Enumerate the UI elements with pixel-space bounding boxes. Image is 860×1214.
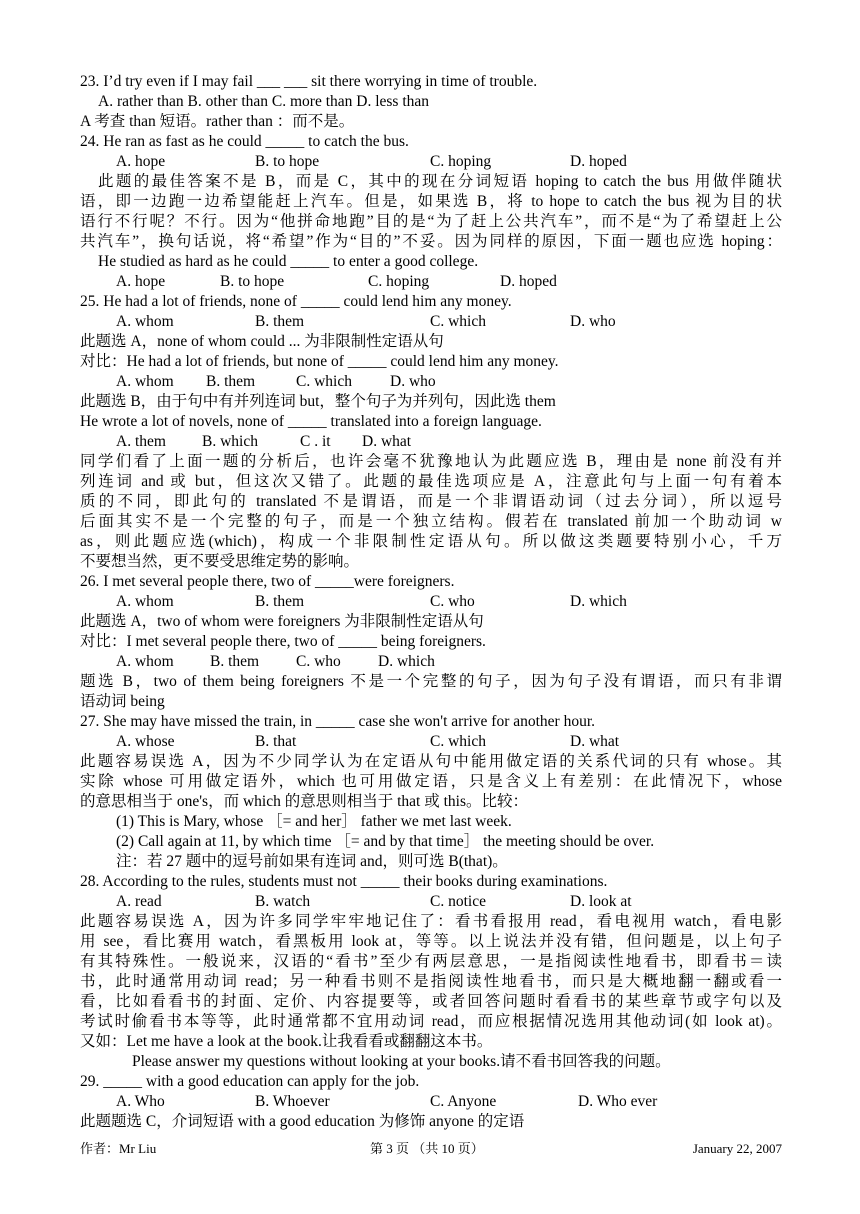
comparison-sentence: 对比：I met several people there, two of _____ being foreigners. (80, 633, 486, 650)
option-c: C. which (430, 733, 486, 750)
explanation-line: 列连词 and 或 but，但这次又错了。此题的最佳选项应是 A，注意此句与上面一句有着本 (80, 473, 782, 490)
option-c: C . it (300, 433, 331, 450)
explanation-line: 用 see，看比赛用 watch，看黑板用 look at，等等。以上说法并没有错，但问题是，以上句子 (80, 933, 782, 950)
option-a: A. hope (116, 153, 166, 170)
option-c: C. hoping (430, 153, 492, 170)
option-d: D. hoped (570, 153, 627, 170)
question-25-options (80, 312, 782, 332)
explanation-line: 同学们看了上面一题的分析后，也许会毫不犹豫地认为此题应选 B，理由是 none 前没有并 (80, 453, 782, 470)
explanation-line: 此题选 B，由于句中有并列连词 but，整个句子为并列句，因此选 them (80, 393, 556, 410)
question-26-options (80, 592, 782, 612)
page-body (80, 72, 782, 1132)
explanation-line: 此题题选 C，介词短语 with a good education 为修饰 anyone 的定语 (80, 1113, 525, 1130)
explanation-line: 语动词 being (80, 693, 165, 710)
example-sentence: 又如：Let me have a look at the book.让我看看或翻翻这本书。 (80, 1033, 493, 1050)
option-b: B. them (255, 313, 305, 330)
option-d: D. which (570, 593, 627, 610)
question-27-options (80, 732, 782, 752)
option-b: B. them (210, 653, 260, 670)
option-d: D. who (390, 373, 436, 390)
option-b: B. to hope (255, 153, 320, 170)
explanation-line: 看，比如看看书的封面、定价、内容提要等，或者回答问题时看看书的某些章节或字句以及 (80, 993, 782, 1010)
option-b: B. which (202, 433, 258, 450)
example-sentence: He studied as hard as he could _____ to enter a good college. (98, 253, 479, 270)
note-line: 注：若 27 题中的逗号前如果有连词 and，则可选 B(that)。 (116, 853, 508, 870)
question-26: 26. I met several people there, two of _____were foreigners. (80, 573, 455, 590)
example-sentence: He wrote a lot of novels, none of _____ translated into a foreign language. (80, 413, 542, 430)
comparison-options (80, 652, 782, 672)
explanation-line: 实除 whose 可用做定语外，which 也可用做定语，只是含义上有差别：在此情况下，whose (80, 773, 782, 790)
question-25: 25. He had a lot of friends, none of _____ could lend him any money. (80, 293, 512, 310)
question-23-options: A. rather than B. other than C. more than D. less than (98, 93, 430, 110)
question-27: 27. She may have missed the train, in _____ case she won't arrive for another hour. (80, 713, 596, 730)
option-d: D. what (570, 733, 620, 750)
explanation-line: 语，即一边跑一边希望能赶上汽车。但是，如果选 B，将 to hope to catch the bus 视为目的状 (80, 193, 782, 210)
option-b: B. watch (255, 893, 311, 910)
example-sentence: (2) Call again at 11, by which time ［= and by that time］ the meeting should be over. (116, 833, 655, 850)
option-b: B. to hope (220, 273, 285, 290)
explanation-line: 此题选 A，none of whom could ... 为非限制性定语从句 (80, 333, 444, 350)
question-28: 28. According to the rules, students must not _____ their books during examinations. (80, 873, 608, 890)
question-24-options (80, 152, 782, 172)
explanation-line: 考试时偷看书本等等，此时通常都不宜用动词 read，而应根据情况选用其他动词(如 look at)。 (80, 1013, 782, 1030)
explanation-line: 不要想当然，更不要受思维定势的影响。 (80, 553, 360, 570)
explanation-line: 有其特殊性。一般说来，汉语的“看书”至少有两层意思，一是指阅读性地看书，即看书＝读 (80, 953, 782, 970)
option-d: D. who (570, 313, 616, 330)
page-footer (80, 1139, 782, 1159)
option-c: C. who (430, 593, 475, 610)
footer-author: 作者：Mr Liu (80, 1141, 157, 1156)
option-a: A. whom (116, 593, 174, 610)
explanation-line: 书，此时通常用动词 read；另一种看书则不是指阅读性地看书，而只是大概地翻一翻或看一 (80, 973, 782, 990)
question-29: 29. _____ with a good education can apply for the job. (80, 1073, 420, 1090)
question-23: 23. I’d try even if I may fail ___ ___ sit there worrying in time of trouble. (80, 73, 538, 90)
option-a: A. Who (116, 1093, 165, 1110)
option-c: C. who (296, 653, 341, 670)
explanation-line: 的意思相当于 one's，而 which 的意思则相当于 that 或 this。比较： (80, 793, 528, 810)
explanation-line: 质的不同，即此句的 translated 不是谓语，而是一个非谓语动词（过去分词），所以逗号 (80, 493, 782, 510)
question-29-options (80, 1092, 782, 1112)
question-28-options (80, 892, 782, 912)
explanation-line: 共汽车”，换句话说，将“希望”作为“目的”不妥。因为同样的原因，下面一题也应选 hoping： (80, 233, 782, 250)
explanation-line: 此题的最佳答案不是 B，而是 C，其中的现在分词短语 hoping to catch the bus 用做伴随状 (98, 173, 782, 190)
option-a: A. whom (116, 313, 174, 330)
option-a: A. them (116, 433, 166, 450)
comparison-sentence: 对比：He had a lot of friends, but none of _____ could lend him any money. (80, 353, 559, 370)
explanation-line: 后面其实不是一个完整的句子，而是一个独立结构。假若在 translated 前加一个助动词 w (80, 513, 782, 530)
explanation-line: 此题容易误选 A，因为不少同学认为在定语从句中能用做定语的关系代词的只有 whose。其 (80, 753, 782, 770)
question-24: 24. He ran as fast as he could _____ to catch the bus. (80, 133, 409, 150)
explanation-line: 此题容易误选 A，因为许多同学牢牢地记住了：看书看报用 read，看电视用 watch，看电影 (80, 913, 782, 930)
example-options (80, 272, 782, 292)
option-c: C. which (430, 313, 486, 330)
example-sentence: Please answer my questions without looking at your books.请不看书回答我的问题。 (132, 1053, 671, 1070)
explanation-line: as，则此题应选(which)，构成一个非限制性定语从句。所以做这类题要特别小心，千万 (80, 533, 782, 550)
explanation-line: 此题选 A，two of whom were foreigners 为非限制性定语从句 (80, 613, 484, 630)
explanation-line: 题选 B，two of them being foreigners 不是一个完整的句子，因为句子没有谓语，而只有非谓 (80, 673, 782, 690)
footer-page-number: 第 3 页 （共 10 页） (370, 1141, 484, 1156)
footer-date: January 22, 2007 (692, 1141, 782, 1156)
option-a: A. whom (116, 653, 174, 670)
option-d: D. which (378, 653, 435, 670)
option-b: B. them (255, 593, 305, 610)
option-d: D. what (362, 433, 412, 450)
option-b: B. Whoever (255, 1093, 330, 1110)
option-a: A. read (116, 893, 162, 910)
option-d: D. look at (570, 893, 632, 910)
option-c: C. hoping (368, 273, 430, 290)
example-options (80, 432, 782, 452)
option-b: B. them (206, 373, 256, 390)
option-c: C. Anyone (430, 1093, 497, 1110)
option-c: C. notice (430, 893, 486, 910)
explanation-line: 语行不行呢？不行。因为“他拼命地跑”目的是“为了赶上公共汽车”，而不是“为了希望赶上公 (80, 213, 782, 230)
comparison-options (80, 372, 782, 392)
option-a: A. whose (116, 733, 175, 750)
option-b: B. that (255, 733, 297, 750)
example-sentence: (1) This is Mary, whose ［= and her］ father we met last week. (116, 813, 512, 830)
answer-23: A 考查 than 短语。rather than ：而不是。 (80, 113, 355, 130)
option-d: D. hoped (500, 273, 557, 290)
option-a: A. hope (116, 273, 166, 290)
option-a: A. whom (116, 373, 174, 390)
option-d: D. Who ever (578, 1093, 658, 1110)
option-c: C. which (296, 373, 352, 390)
